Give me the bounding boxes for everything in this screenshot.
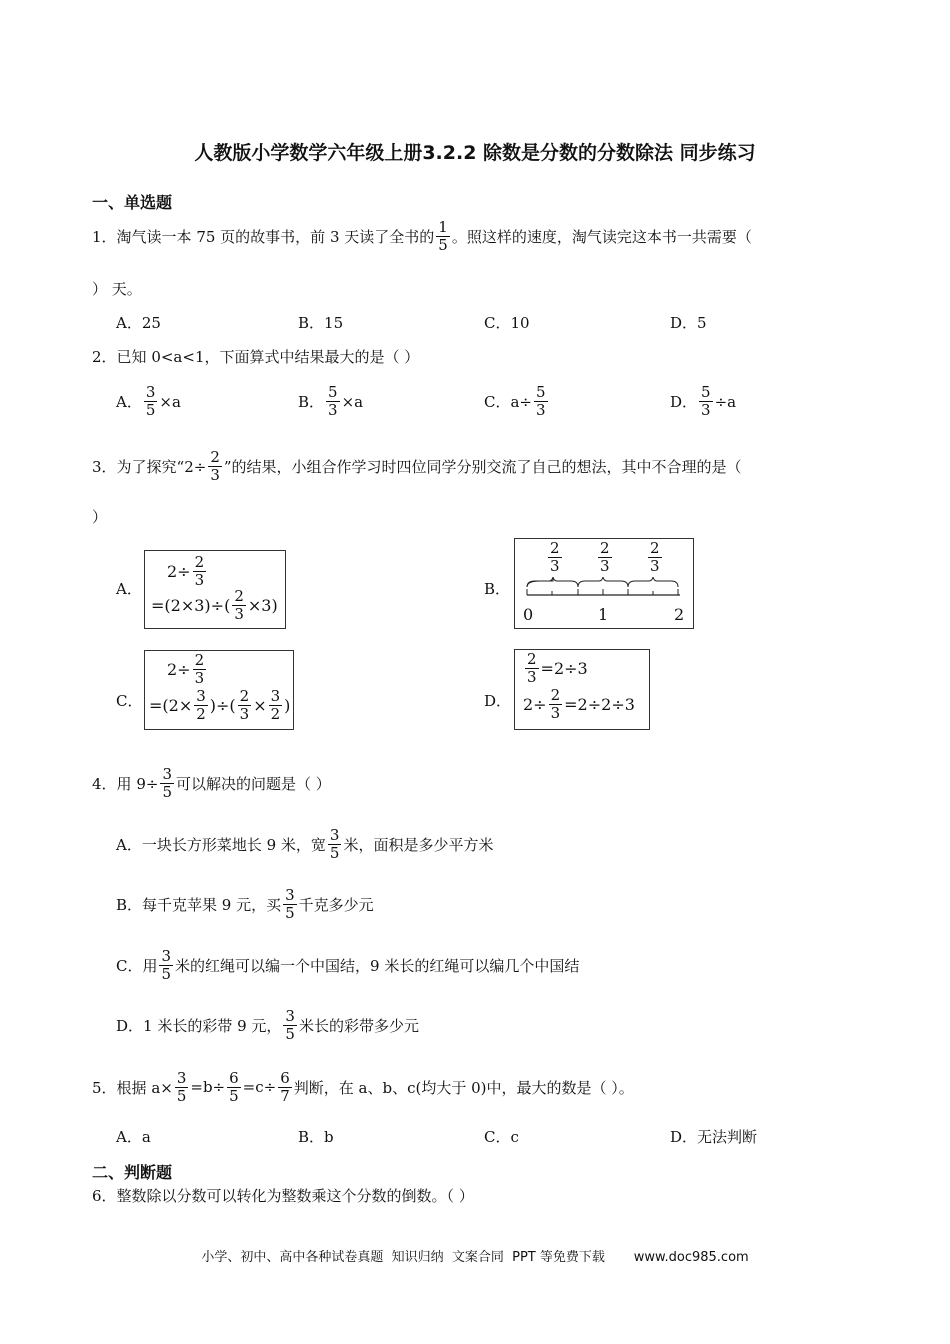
option-b[interactable]: B． $\frac{5}{3}$ ×a [298, 383, 364, 419]
option-c-box[interactable]: 2÷ $\frac{2}{3}$ =(2× $\frac{3}{2}$ )÷( $\frac{2}{3}$ × $\frac{3}{2}$ ) [144, 650, 294, 730]
question-6 [92, 1185, 474, 1206]
question-5: 5． 根据 a× $\frac{3}{5}$ =b÷ $\frac{6}{5}$ =c÷ $\frac{6}{7}$ 判断，在 a、b、c(均大于 0)中，最大的数是（ ）。 [92, 1068, 634, 1105]
option-c[interactable]: C．用 $\frac{3}{5}$ 米的红绳可以编一个中国结，9 米长的红绳可以编几个中国结 [116, 946, 580, 983]
question-text: 整数除以分数可以转化为整数乘这个分数的倒数。（ ） [116, 1187, 474, 1205]
option-a[interactable]: A．一块长方形菜地长 9 米，宽 $\frac{3}{5}$ 米，面积是多少平方米 [116, 825, 494, 862]
question-1-continuation: ） 天。 [92, 280, 142, 298]
section-single-choice: 一、单选题 [92, 193, 173, 212]
option-b-box[interactable] [514, 538, 694, 629]
question-text: 淘气读一本 75 页的故事书，前 3 天读了全书的 [116, 227, 435, 246]
question-text: 已知 0<a<1，下面算式中结果最大的是（ ） [116, 348, 420, 366]
tick-label: 1 [598, 605, 609, 624]
question-1 [92, 216, 752, 256]
option-b[interactable]: B．15 [298, 314, 344, 332]
option-a[interactable]: A．a [116, 1128, 151, 1146]
option-c-label[interactable]: C． [116, 692, 143, 710]
question-number: 4． [92, 774, 117, 793]
fraction: $\frac{2}{3}$ [650, 539, 660, 575]
question-text: 用 9÷ [116, 774, 159, 793]
option-d[interactable]: D． $\frac{5}{3}$ ÷a [670, 383, 737, 419]
question-text: 可以解决的问题是（ ） [175, 774, 331, 793]
question-4: 4． 用 9÷ $\frac{3}{5}$ 可以解决的问题是（ ） [92, 764, 331, 801]
option-c[interactable]: C．10 [484, 314, 530, 332]
question-number: 3． [92, 457, 117, 476]
fraction: $\frac{2}{3}$ [550, 539, 560, 575]
option-a[interactable]: A． $\frac{3}{5}$ ×a [116, 383, 181, 419]
question-number: 6． [92, 1187, 117, 1205]
option-d[interactable]: D．5 [670, 314, 707, 332]
question-number: 1． [92, 227, 117, 246]
option-a-label[interactable]: A． [116, 580, 142, 598]
footer: 小学、初中、高中各种试卷真题 知识归纳 文案合同 PPT 等免费下载 www.doc985.com [201, 1250, 749, 1265]
option-a-box[interactable]: 2÷ $\frac{2}{3}$ =(2×3)÷( $\frac{2}{3}$ ×3) [144, 550, 286, 629]
fraction: $\frac{1}{5}$ [438, 217, 448, 254]
question-text: 。照这样的速度，淘气读完这本书一共需要（ [451, 227, 752, 246]
option-c[interactable]: C． a÷ $\frac{5}{3}$ [484, 383, 546, 419]
option-d-label[interactable]: D． [484, 692, 512, 710]
option-b[interactable]: B．每千克苹果 9 元，买 $\frac{3}{5}$ 千克多少元 [116, 885, 374, 922]
option-c[interactable]: C．c [484, 1128, 519, 1146]
option-d[interactable]: D．1 米长的彩带 9 元， $\frac{3}{5}$ 米长的彩带多少元 [116, 1006, 419, 1043]
option-d[interactable]: D．无法判断 [670, 1128, 758, 1146]
fraction: $\frac{2}{3}$ [600, 539, 610, 575]
question-number: 5． [92, 1078, 117, 1097]
tick-label: 2 [674, 605, 685, 624]
number-line [515, 577, 693, 605]
page-title: 人教版小学数学六年级上册3.2.2 除数是分数的分数除法 同步练习 [194, 142, 756, 164]
question-3-continuation: ） [92, 508, 108, 526]
question-3: 3． 为了探究“2÷ $\frac{2}{3}$ ”的结果，小组合作学习时四位同学分别交流了自己的想法，其中不合理的是（ [92, 447, 742, 484]
question-text: 为了探究“2÷ [116, 457, 207, 476]
option-b[interactable]: B．b [298, 1128, 334, 1146]
option-b-label[interactable]: B． [484, 580, 511, 598]
option-a[interactable]: A．25 [116, 314, 161, 332]
tick-label: 0 [523, 605, 534, 624]
question-text: ”的结果，小组合作学习时四位同学分别交流了自己的想法，其中不合理的是（ [223, 457, 742, 476]
question-2 [92, 346, 419, 367]
section-judgment: 二、判断题 [92, 1163, 173, 1182]
option-d-box[interactable]: $\frac{2}{3}$ =2÷3 2÷ $\frac{2}{3}$ =2÷2÷3 [514, 649, 650, 730]
question-number: 2． [92, 348, 117, 366]
